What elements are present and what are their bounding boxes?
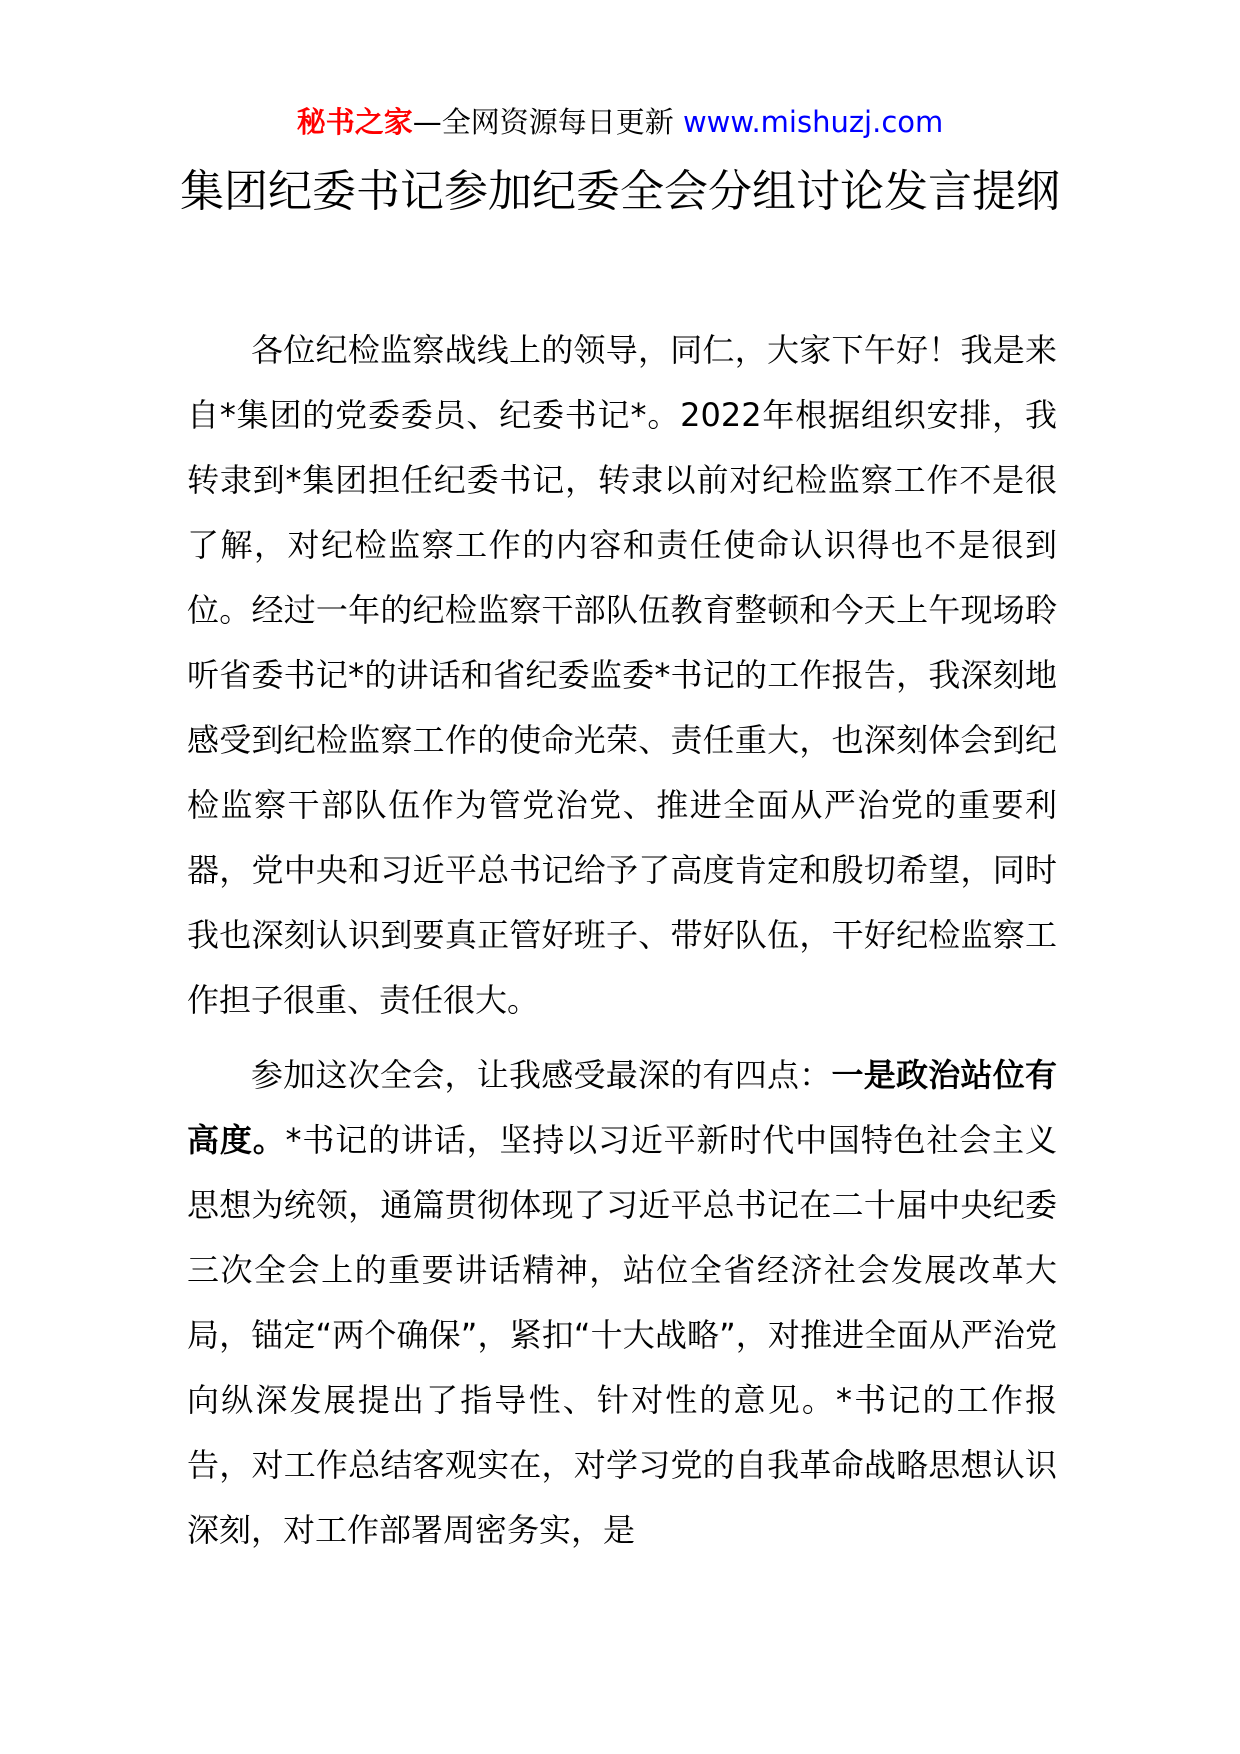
site-name: 秘书之家 [296, 105, 413, 139]
site-slogan: —全网资源每日更新 [412, 105, 683, 139]
site-header [0, 100, 1240, 144]
paragraph-2-rest: *书记的讲话，坚持以习近平新时代中国特色社会主义思想为统领，通篇贯彻体现了习近平总书记在二十届中央纪委三次全会上的重要讲话精神，站位全省经济社会发展改革大局，锚定“两个确保”，紧扣“十大战略”，对推进全面从严治党向纵深发展提出了指导性、针对性的意见。*书记的工作报告，对工作总结客观实在，对学习党的自我革命战略思想认识深刻，对工作部署周密务实，是 [187, 1121, 1057, 1549]
paragraph-2-bold-point: 一是政治站位有高度。 [187, 1056, 1057, 1159]
site-url-link[interactable]: www.mishuzj.com [682, 105, 944, 139]
paragraph-2-intro: 参加这次全会，让我感受最深的有四点： [251, 1056, 832, 1094]
paragraph-1: 各位纪检监察战线上的领导，同仁，大家下午好！我是来自*集团的党委委员、纪委书记*。2022年根据组织安排，我转隶到*集团担任纪委书记，转隶以前对纪检监察工作不是很了解，对纪检监察工作的内容和责任使命认识得也不是很到位。经过一年的纪检监察干部队伍教育整顿和今天上午现场聆听省委书记*的讲话和省纪委监委*书记的工作报告，我深刻地感受到纪检监察工作的使命光荣、责任重大，也深刻体会到纪检监察干部队伍作为管党治党、推进全面从严治党的重要利器，党中央和习近平总书记给予了高度肯定和殷切希望，同时我也深刻认识到要真正管好班子、带好队伍，干好纪检监察工作担子很重、责任很大。 [187, 331, 1057, 1019]
document-title: 集团纪委书记参加纪委全会分组讨论发言提纲 [180, 166, 1060, 217]
document-body [187, 318, 1057, 1563]
paragraph-2 [187, 1043, 1057, 1563]
